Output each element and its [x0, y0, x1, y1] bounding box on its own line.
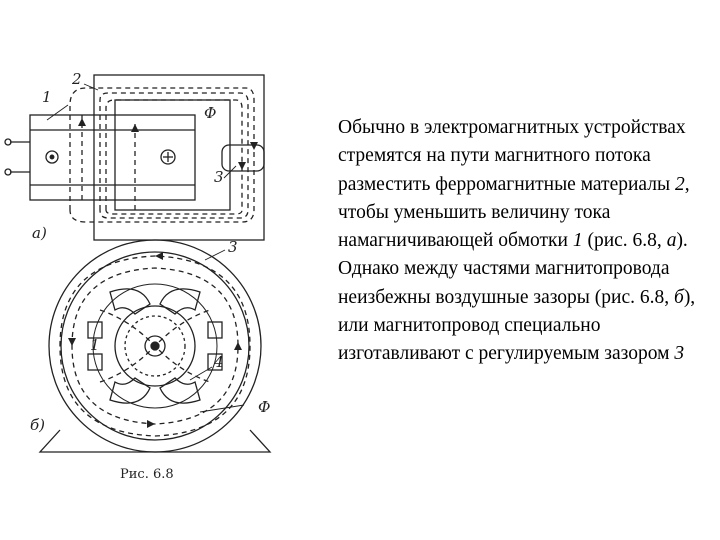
ref-fig-a: а: [666, 230, 677, 252]
paragraph: [338, 114, 708, 369]
diagram-b: [40, 240, 270, 452]
label-b-sub: б): [30, 416, 46, 434]
text-run: (рис. 6.8,: [582, 230, 667, 252]
pole: [160, 289, 200, 314]
flux-line-outer: [70, 88, 254, 222]
ref-number-2: 2: [674, 173, 685, 195]
label-b-4: 4: [214, 353, 224, 371]
label-a-3: 3: [214, 168, 224, 186]
label-b-1: 1: [90, 336, 100, 354]
ref-number-3: 3: [674, 343, 685, 365]
text-run: , чтобы уменьшить величину тока намагничивающей обмотки: [338, 173, 690, 252]
figure-drawing: [0, 60, 300, 500]
base: [40, 430, 270, 452]
text-run: Обычно в электромагнитных устройствах стремятся на пути магнитного потока разместить ферромагнитные материалы: [338, 117, 686, 195]
label-a-1: 1: [42, 88, 52, 106]
flux-line: [100, 93, 248, 218]
ref-fig-b: б: [674, 286, 684, 308]
label-a-2: 2: [72, 70, 82, 88]
pole: [110, 378, 150, 403]
pole: [110, 289, 150, 314]
diagram-a-arrows: [78, 118, 258, 170]
body-text: [338, 114, 708, 369]
text-run: ). Однако между частями магнитопровода неизбежны воздушные зазоры (рис. 6.8,: [338, 230, 688, 308]
figure-caption: Рис. 6.8: [120, 467, 174, 482]
label-b-phi: Ф: [258, 398, 271, 416]
text-run: ), или магнитопровод специально изготавливают с регулируемым зазором: [338, 286, 696, 365]
label-a-sub: а): [32, 224, 47, 242]
figure-6-8: [0, 60, 300, 500]
pole: [160, 378, 200, 403]
label-b-3: 3: [228, 238, 238, 256]
ref-number-1: 1: [572, 230, 583, 252]
label-a-phi: Ф: [204, 104, 217, 122]
